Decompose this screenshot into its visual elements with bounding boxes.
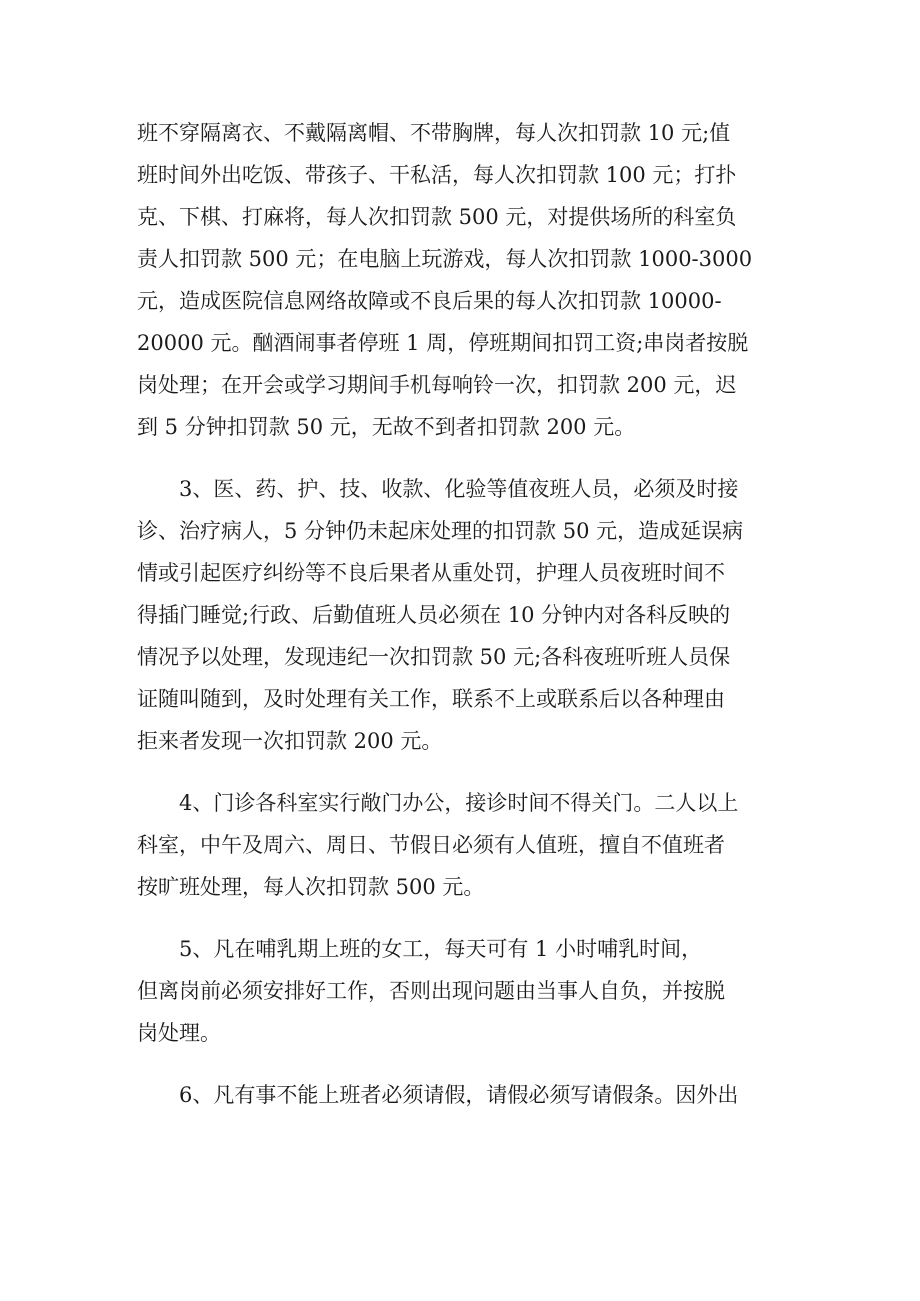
- text-line: 克、下棋、打麻将，每人次扣罚款 500 元，对提供场所的科室负: [137, 205, 737, 229]
- text-line: 诊、治疗病人，5 分钟仍未起床处理的扣罚款 50 元，造成延误病: [137, 519, 744, 543]
- text-line: 班不穿隔离衣、不戴隔离帽、不带胸牌，每人次扣罚款 10 元;值: [137, 121, 731, 145]
- text-line: 情况予以处理，发现违纪一次扣罚款 50 元;各科夜班听班人员保: [137, 645, 731, 669]
- paragraph-continuation: [137, 112, 797, 448]
- text-line no-indent: 但离岗前必须安排好工作，否则出现问题由当事人自负，并按脱: [137, 979, 725, 1003]
- text-line: 岗处理。: [137, 1021, 221, 1045]
- paragraph-item-4: [137, 782, 797, 908]
- text-line: 班时间外出吃饭、带孩子、干私活，每人次扣罚款 100 元；打扑: [137, 163, 737, 187]
- text-line: 4、门诊各科室实行敞门办公，接诊时间不得关门。二人以上: [179, 791, 739, 815]
- text-line: 科室，中午及周六、周日、节假日必须有人值班，擅自不值班者: [137, 833, 725, 857]
- text-line: 20000 元。酗酒闹事者停班 1 周，停班期间扣罚工资;串岗者按脱: [137, 331, 749, 355]
- text-line: 岗处理；在开会或学习期间手机每响铃一次，扣罚款 200 元，迟: [137, 373, 737, 397]
- paragraph-item-3: [137, 468, 797, 762]
- text-line: 5、凡在哺乳期上班的女工，每天可有 1 小时哺乳时间，: [179, 937, 703, 961]
- paragraph-item-5: [137, 928, 797, 1054]
- text-line: 元，造成医院信息网络故障或不良后果的每人次扣罚款 10000-: [137, 289, 722, 313]
- text-line: 6、凡有事不能上班者必须请假，请假必须写请假条。因外出: [179, 1083, 739, 1107]
- text-line: 责人扣罚款 500 元；在电脑上玩游戏，每人次扣罚款 1000-3000: [137, 247, 753, 271]
- text-line: 拒来者发现一次扣罚款 200 元。: [137, 729, 443, 753]
- text-line: 3、医、药、护、技、收款、化验等值夜班人员，必须及时接: [179, 477, 739, 501]
- text-line: 按旷班处理，每人次扣罚款 500 元。: [137, 875, 485, 899]
- document-body: [137, 112, 797, 1116]
- text-line: 到 5 分钟扣罚款 50 元，无故不到者扣罚款 200 元。: [137, 415, 636, 439]
- text-line: 得插门睡觉;行政、后勤值班人员必须在 10 分钟内对各科反映的: [137, 603, 731, 627]
- text-line: 证随叫随到，及时处理有关工作，联系不上或联系后以各种理由: [137, 687, 725, 711]
- text-line: 情或引起医疗纠纷等不良后果者从重处罚，护理人员夜班时间不: [137, 561, 725, 585]
- paragraph-item-6: [137, 1074, 797, 1116]
